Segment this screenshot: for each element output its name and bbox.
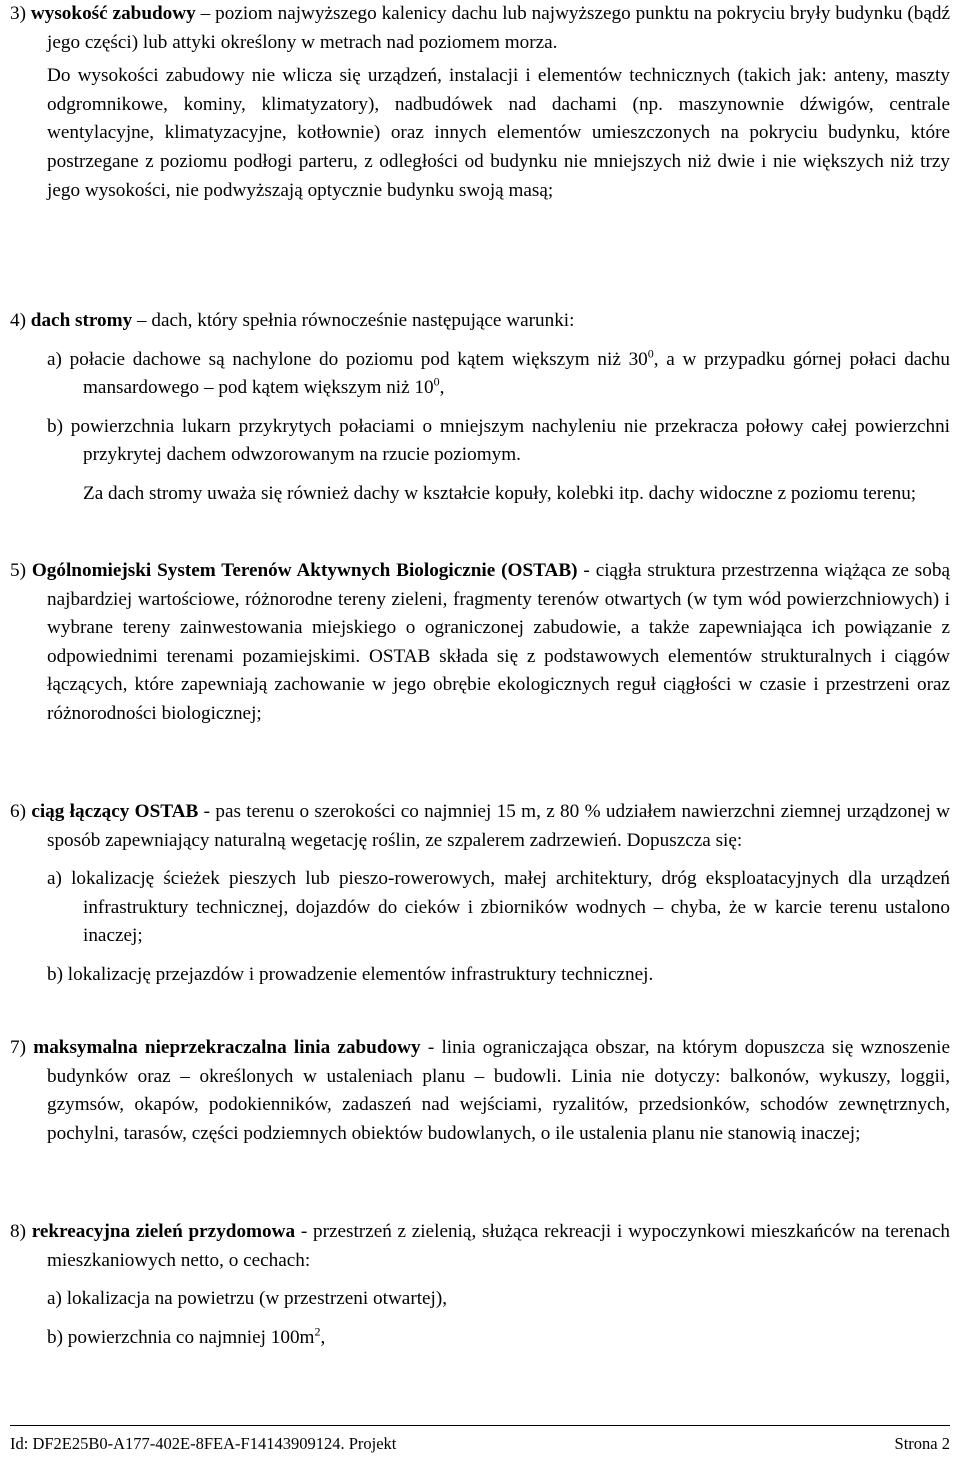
subpoint-text: , a w przypadku górnej połaci dachu mansardowego – pod kątem większym niż 10 (83, 348, 951, 399)
subpoint-label: b) (47, 963, 63, 985)
subpoint-label: a) (47, 348, 62, 370)
subpoint-text: lokalizację przejazdów i prowadzenie elementów infrastruktury technicznej. (67, 963, 654, 985)
subpoint-label: b) (47, 415, 63, 437)
definition-item-7 (10, 1034, 950, 1148)
subpoint-a (10, 865, 950, 951)
item-number: 4) (10, 310, 26, 331)
definition-paragraph (10, 307, 950, 336)
definition-item-8 (10, 1218, 950, 1352)
superscript: 0 (647, 346, 654, 361)
definition-text: ciągła struktura przestrzenna wiążąca ze sobą najbardziej wartościowe, różnorodne tereny zieleni, fragmenty terenów otwartych (w tym wód powierzchniowych) i wybrane tereny zainwestowania miejskiego o ograniczonej zabudowie, a także zapewniająca ich powiązanie z odpowiednimi terenami pozamiejskimi. OSTAB składa się z podstawowych elementów strukturalnych i ciągów łączących, które zapewniają zachowanie w jego obrębie ekologicznych reguł ciągłości w czasie i przestrzeni oraz różnorodności biologicznej; (47, 560, 950, 724)
definition-note: Do wysokości zabudowy nie wlicza się urządzeń, instalacji i elementów technicznych (takich jak: anteny, maszty odgromnikowe, kominy, klimatyzatory), nadbudówek nad dachami (np. maszynownie dźwigów, centrale wentylacyjne, klimatyzacyjne, kotłownie) oraz innych elementów umieszczonych na pokryciu budynku, które postrzegane z poziomu podłogi parteru, z odległości od budynku nie mniejszych niż dwie i nie większych niż trzy jego wysokości, nie podwyższają optycznie budynku swoją masą; (47, 65, 950, 201)
defined-term: ciąg łączący OSTAB (31, 801, 199, 822)
definition-text: dach, który spełnia równocześnie następujące warunki: (151, 310, 575, 331)
item-number: 3) (10, 3, 26, 24)
defined-term: Ogólnomiejski System Terenów Aktywnych Biologicznie (OSTAB) (31, 560, 578, 581)
definition-text: pas terenu o szerokości co najmniej 15 m, z 80 % udziałem nawierzchni ziemnej urządzonej w sposób zapewniający naturalną wegetację roślin, ze szpalerem zadrzewień. Dopuszcza się: (47, 801, 951, 851)
subpoint-a (10, 346, 950, 403)
subpoint-text: lokalizacja na powietrzu (w przestrzeni otwartej), (66, 1288, 448, 1310)
subpoint-text: , (439, 377, 445, 399)
defined-term: dach stromy (30, 310, 133, 331)
subpoint-text: , (320, 1326, 326, 1348)
separator: - (295, 1221, 313, 1242)
subpoint-text: lokalizację ścieżek pieszych lub pieszo-rowerowych, małej architektury, dróg eksploatacyjnych dla urządzeń infrastruktury technicznej, dojazdów do cieków i zbiorników wodnych – chyba, że w karcie terenu ustalono inaczej; (71, 868, 950, 947)
separator: – (132, 310, 152, 331)
subpoint-text: powierzchnia co najmniej 100m (67, 1326, 315, 1348)
definition-item-5 (10, 557, 950, 729)
definition-item-6 (10, 798, 950, 990)
superscript: 2 (314, 1324, 321, 1339)
item-number: 6) (10, 801, 26, 822)
defined-term: maksymalna nieprzekraczalna linia zabudowy (33, 1037, 421, 1058)
subpoint-text: powierzchnia lukarn przykrytych połaciami o mniejszym nachyleniu nie przekracza połowy całej powierzchni przykrytej dachem odwzorowanym na rzucie poziomym. (70, 415, 951, 466)
defined-term: rekreacyjna zieleń przydomowa (31, 1221, 296, 1242)
item-number: 8) (10, 1221, 26, 1242)
subpoint-b (10, 413, 950, 470)
page-footer (10, 1434, 950, 1454)
subpoint-text: połacie dachowe są nachylone do poziomu pod kątem większym niż 30 (69, 348, 648, 370)
definition-paragraph (10, 1034, 950, 1148)
subpoint-label: b) (47, 1326, 63, 1348)
separator: - (420, 1037, 442, 1058)
definition-text: poziom najwyższego kalenicy dachu lub najwyższego punktu na pokryciu bryły budynku (bądź jego części) lub attyki określony w metrach nad poziomem morza. (47, 3, 951, 53)
document-id: Id: DF2E25B0-A177-402E-8FEA-F14143909124. Projekt (10, 1434, 397, 1453)
subpoint-label: a) (47, 1288, 62, 1310)
subpoint-b (10, 1324, 950, 1353)
footer-divider (10, 1425, 950, 1426)
definition-text: przestrzeń z zielenią, służąca rekreacji i wypoczynkowi mieszkańców na terenach mieszkaniowych netto, o cechach: (47, 1221, 951, 1271)
defined-term: wysokość zabudowy (30, 3, 196, 24)
subpoint-label: a) (47, 868, 62, 890)
definition-note: Za dach stromy uważa się również dachy w kształcie kopuły, kolebki itp. dachy widoczne z poziomu terenu; (83, 482, 917, 504)
separator: - (577, 560, 596, 581)
separator: - (198, 801, 216, 822)
page-number: Strona 2 (894, 1434, 950, 1453)
definition-paragraph (10, 1218, 950, 1275)
definition-paragraph (10, 557, 950, 729)
definition-item-3 (10, 0, 950, 205)
definition-text: linia ograniczająca obszar, na którym dopuszcza się wznoszenie budynków oraz – określonych w ustaleniach planu – budowli. Linia nie dotyczy: balkonów, wykuszy, loggii, gzymsów, okapów, podokienników, zadaszeń nad wejściami, ryzalitów, przedsionków, schodów zewnętrznych, pochylni, tarasów, części podziemnych obiektów budowlanych, o ile ustalenia planu nie stanowią inaczej; (47, 1037, 950, 1144)
superscript: 0 (433, 374, 440, 389)
definition-item-4 (10, 307, 950, 509)
definition-paragraph (10, 798, 950, 855)
definition-paragraph (10, 0, 950, 57)
item-number: 5) (10, 560, 26, 581)
subpoint-a (10, 1285, 950, 1314)
item-number: 7) (10, 1037, 26, 1058)
separator: – (195, 3, 216, 24)
subpoint-b (10, 961, 950, 990)
